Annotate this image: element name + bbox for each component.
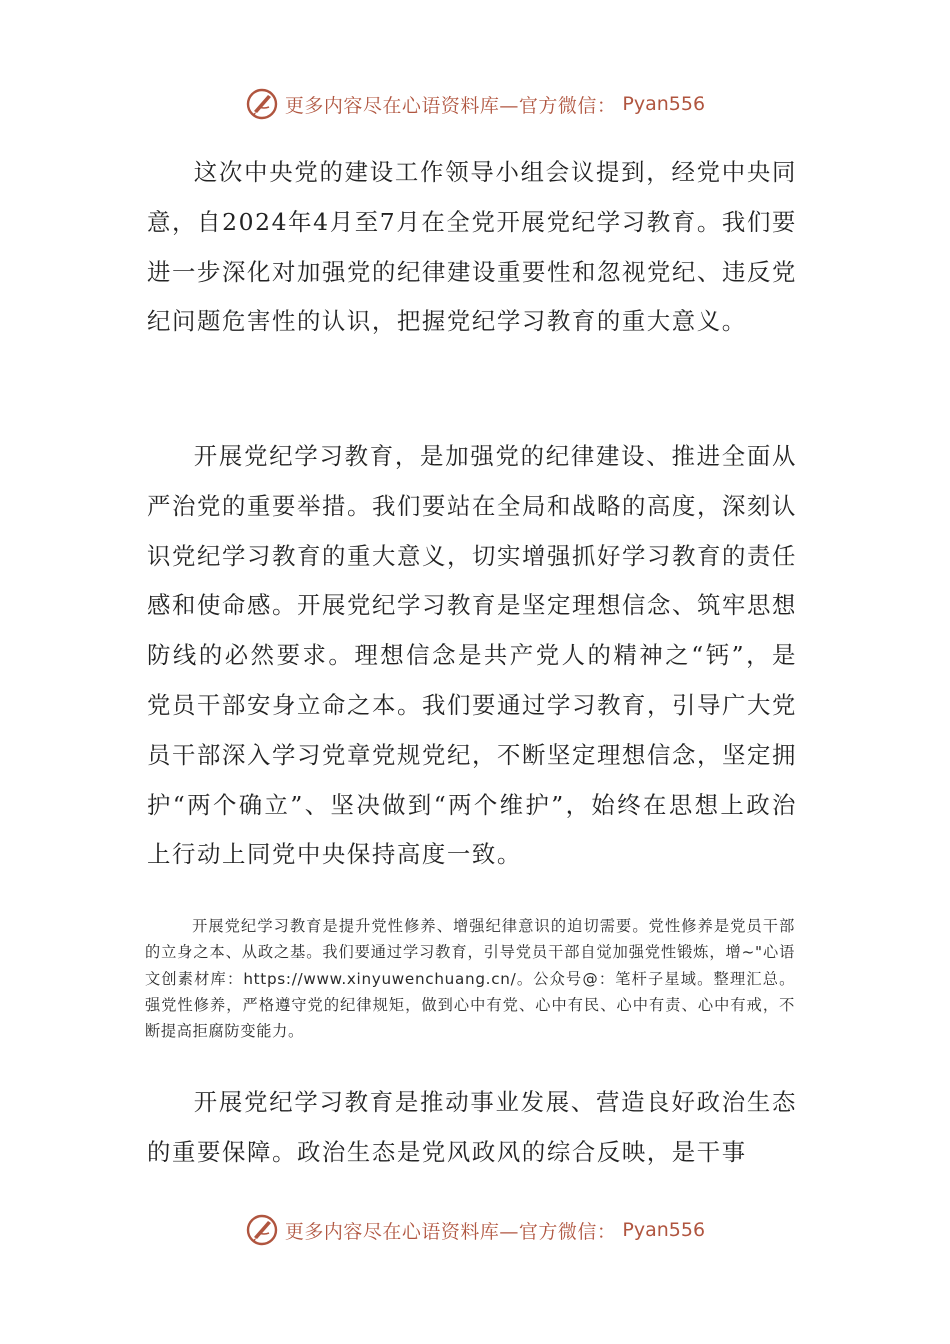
- footer-wechat-id: Pyan556: [622, 1219, 706, 1241]
- paragraph-4: 开展党纪学习教育是推动事业发展、营造良好政治生态的重要保障。政治生态是党风政风的综合反映，是干事: [147, 1088, 797, 1166]
- paragraph-2-block: [147, 432, 797, 880]
- brush-seal-logo-icon: [245, 1213, 279, 1247]
- paragraph-4-block: [147, 1078, 797, 1178]
- footer-banner-text: 更多内容尽在心语资料库—官方微信：: [284, 1220, 617, 1243]
- paragraph-2: 开展党纪学习教育，是加强党的纪律建设、推进全面从严治党的重要举措。我们要站在全局和战略的高度，深刻认识党纪学习教育的重大意义，切实增强抓好学习教育的责任感和使命感。开展党纪学习教育是坚定理想信念、筑牢思想防线的必然要求。理想信念是共产党人的精神之“钙”，是党员干部安身立命之本。我们要通过学习教育，引导广大党员干部深入学习党章党规党纪，不断坚定理想信念，坚定拥护“两个确立”、坚决做到“两个维护”，始终在思想上政治上行动上同党中央保持高度一致。: [147, 442, 797, 869]
- brush-seal-logo-icon: [245, 87, 279, 121]
- paragraph-1: 这次中央党的建设工作领导小组会议提到，经党中央同意，自2024年4月至7月在全党开展党纪学习教育。我们要进一步深化对加强党的纪律建设重要性和忽视党纪、违反党纪问题危害性的认识，把握党纪学习教育的重大意义。: [147, 158, 797, 336]
- footer-banner: [0, 1210, 950, 1250]
- header-wechat-id: Pyan556: [622, 93, 706, 115]
- paragraph-1-block: [147, 148, 797, 347]
- paragraph-3-block: [145, 913, 795, 1044]
- paragraph-3: 开展党纪学习教育是提升党性修养、增强纪律意识的迫切需要。党性修养是党员干部的立身之本、从政之基。我们要通过学习教育，引导党员干部自觉加强党性锻炼，增~"心语文创素材库：https://www.xinyuwenchuang.cn/。公众号@：笔杆子星域。整理汇总。强党性修养，严格遵守党的纪律规矩，做到心中有党、心中有民、心中有责、心中有戒，不断提高拒腐防变能力。: [145, 917, 795, 1041]
- header-banner: [0, 84, 950, 124]
- header-banner-text: 更多内容尽在心语资料库—官方微信：: [284, 94, 617, 117]
